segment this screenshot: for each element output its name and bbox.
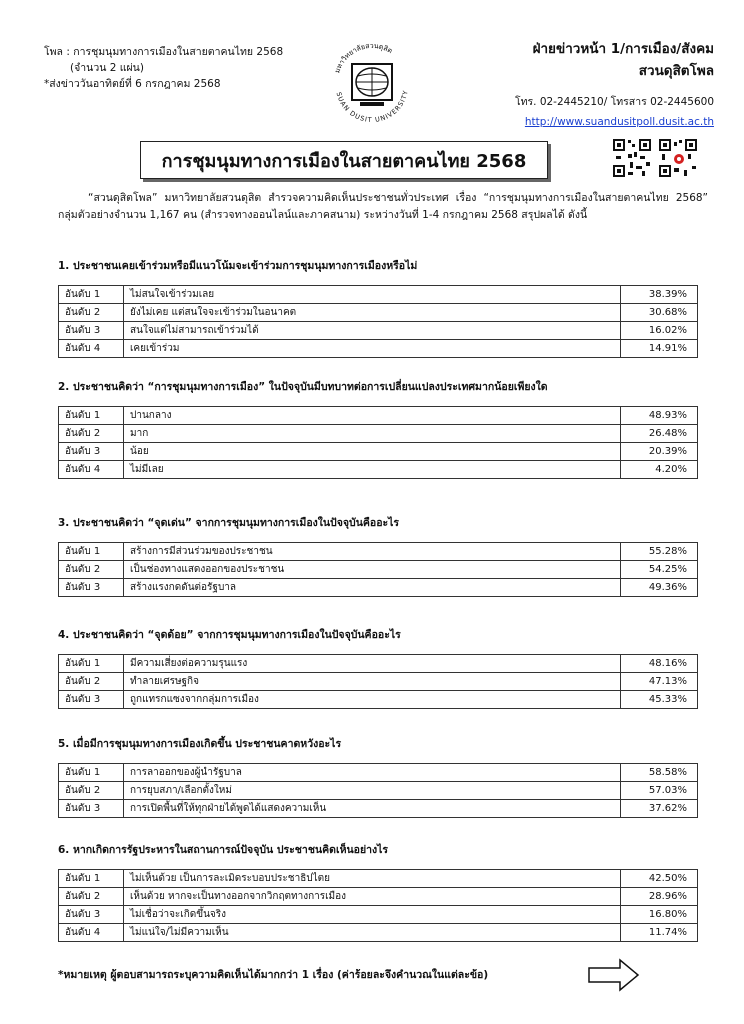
percent-cell: 48.16% <box>621 655 698 673</box>
table-row <box>59 906 698 924</box>
answer-cell: มีความเสี่ยงต่อความรุนแรง <box>124 655 621 673</box>
question-title: 6. หากเกิดการรัฐประหารในสถานการณ์ปัจจุบัน ประชาชนคิดเห็นอย่างไร <box>58 844 389 856</box>
results-table <box>58 285 698 358</box>
percent-cell: 48.93% <box>621 407 698 425</box>
contact-block <box>515 92 714 132</box>
answer-cell: ไม่เห็นด้วย เป็นการละเมิดระบอบประชาธิปไตย <box>124 870 621 888</box>
percent-cell: 57.03% <box>621 782 698 800</box>
table-row <box>59 340 698 358</box>
answer-cell: สนใจแต่ไม่สามารถเข้าร่วมได้ <box>124 322 621 340</box>
percent-cell: 16.02% <box>621 322 698 340</box>
answer-cell: ทำลายเศรษฐกิจ <box>124 673 621 691</box>
table-row <box>59 286 698 304</box>
rank-cell: อันดับ 4 <box>59 461 124 479</box>
rank-cell: อันดับ 2 <box>59 425 124 443</box>
results-table <box>58 654 698 709</box>
answer-cell: เคยเข้าร่วม <box>124 340 621 358</box>
percent-cell: 49.36% <box>621 579 698 597</box>
answer-cell: น้อย <box>124 443 621 461</box>
results-table <box>58 542 698 597</box>
table-row <box>59 425 698 443</box>
rank-cell: อันดับ 2 <box>59 782 124 800</box>
percent-cell: 28.96% <box>621 888 698 906</box>
answer-cell: ไม่สนใจเข้าร่วมเลย <box>124 286 621 304</box>
rank-cell: อันดับ 3 <box>59 906 124 924</box>
page-title: การชุมนุมทางการเมืองในสายตาคนไทย 2568 <box>140 141 548 179</box>
question-title: 4. ประชาชนคิดว่า “จุดด้อย” จากการชุมนุมทางการเมืองในปัจจุบันคืออะไร <box>58 629 401 641</box>
table-row <box>59 888 698 906</box>
rank-cell: อันดับ 1 <box>59 764 124 782</box>
rank-cell: อันดับ 4 <box>59 924 124 942</box>
rank-cell: อันดับ 1 <box>59 407 124 425</box>
percent-cell: 4.20% <box>621 461 698 479</box>
website-link[interactable]: http://www.suandusitpoll.dusit.ac.th <box>524 116 714 128</box>
rank-cell: อันดับ 2 <box>59 304 124 322</box>
percent-cell: 37.62% <box>621 800 698 818</box>
table-row <box>59 407 698 425</box>
svg-text:มหาวิทยาลัยสวนดุสิต: มหาวิทยาลัยสวนดุสิต <box>333 41 394 75</box>
rank-cell: อันดับ 2 <box>59 888 124 906</box>
percent-cell: 55.28% <box>621 543 698 561</box>
rank-cell: อันดับ 1 <box>59 543 124 561</box>
rank-cell: อันดับ 2 <box>59 673 124 691</box>
table-row <box>59 924 698 942</box>
table-row <box>59 543 698 561</box>
results-table <box>58 869 698 942</box>
rank-cell: อันดับ 3 <box>59 579 124 597</box>
answer-cell: สร้างแรงกดดันต่อรัฐบาล <box>124 579 621 597</box>
rank-cell: อันดับ 1 <box>59 655 124 673</box>
table-row <box>59 561 698 579</box>
org-name: สวนดุสิตโพล <box>638 63 714 79</box>
rank-cell: อันดับ 4 <box>59 340 124 358</box>
table-row <box>59 304 698 322</box>
percent-cell: 26.48% <box>621 425 698 443</box>
poll-meta <box>44 44 283 92</box>
answer-cell: เป็นช่องทางแสดงออกของประชาชน <box>124 561 621 579</box>
percent-cell: 45.33% <box>621 691 698 709</box>
next-page-arrow-icon[interactable] <box>588 958 640 992</box>
table-row <box>59 764 698 782</box>
percent-cell: 38.39% <box>621 286 698 304</box>
answer-cell: สร้างการมีส่วนร่วมของประชาชน <box>124 543 621 561</box>
rank-cell: อันดับ 3 <box>59 322 124 340</box>
rank-cell: อันดับ 3 <box>59 691 124 709</box>
answer-cell: การยุบสภา/เลือกตั้งใหม่ <box>124 782 621 800</box>
percent-cell: 42.50% <box>621 870 698 888</box>
percent-cell: 58.58% <box>621 764 698 782</box>
results-table <box>58 763 698 818</box>
table-row <box>59 579 698 597</box>
table-row <box>59 870 698 888</box>
question-title: 3. ประชาชนคิดว่า “จุดเด่น” จากการชุมนุมทางการเมืองในปัจจุบันคืออะไร <box>58 517 400 529</box>
svg-text:SUAN DUSIT UNIVERSITY: SUAN DUSIT UNIVERSITY <box>334 89 410 125</box>
answer-cell: ไม่เชื่อว่าจะเกิดขึ้นจริง <box>124 906 621 924</box>
table-row <box>59 782 698 800</box>
percent-cell: 20.39% <box>621 443 698 461</box>
percent-cell: 47.13% <box>621 673 698 691</box>
question-section <box>58 628 698 709</box>
percent-cell: 30.68% <box>621 304 698 322</box>
table-row <box>59 673 698 691</box>
department: ฝ่ายข่าวหน้า 1/การเมือง/สังคม <box>532 41 714 57</box>
answer-cell: มาก <box>124 425 621 443</box>
percent-cell: 11.74% <box>621 924 698 942</box>
phone: โทร. 02-2445210/ โทรสาร 02-2445600 <box>514 96 714 108</box>
department-block <box>533 38 714 82</box>
table-row <box>59 655 698 673</box>
table-row <box>59 800 698 818</box>
answer-cell: ถูกแทรกแซงจากกลุ่มการเมือง <box>124 691 621 709</box>
answer-cell: การลาออกของผู้นำรัฐบาล <box>124 764 621 782</box>
percent-cell: 54.25% <box>621 561 698 579</box>
footnote: *หมายเหตุ ผู้ตอบสามารถระบุความคิดเห็นได้มากกว่า 1 เรื่อง (ค่าร้อยละจึงคำนวณในแต่ละข้อ) <box>58 969 489 981</box>
answer-cell: ปานกลาง <box>124 407 621 425</box>
release-note: *ส่งข่าววันอาทิตย์ที่ 6 กรกฎาคม 2568 <box>44 78 221 90</box>
answer-cell: ยังไม่เคย แต่สนใจจะเข้าร่วมในอนาคต <box>124 304 621 322</box>
answer-cell: ไม่มีเลย <box>124 461 621 479</box>
rank-cell: อันดับ 1 <box>59 286 124 304</box>
answer-cell: ไม่แน่ใจ/ไม่มีความเห็น <box>124 924 621 942</box>
question-title: 2. ประชาชนคิดว่า “การชุมนุมทางการเมือง” ในปัจจุบันมีบทบาทต่อการเปลี่ยนแปลงประเทศมากน้อยเพียงใด <box>58 381 548 393</box>
table-row <box>59 691 698 709</box>
question-title: 1. ประชาชนเคยเข้าร่วมหรือมีแนวโน้มจะเข้าร่วมการชุมนุมทางการเมืองหรือไม่ <box>58 260 418 272</box>
question-section <box>58 259 698 358</box>
table-row <box>59 443 698 461</box>
intro-paragraph: “สวนดุสิตโพล” มหาวิทยาลัยสวนดุสิต สำรวจความคิดเห็นประชาชนทั่วประเทศ เรื่อง “การชุมนุมทางการเมืองในสายตาคนไทย 2568” กลุ่มตัวอย่างจำนวน 1,167 คน (สำรวจทางออนไลน์และภาคสนาม) ระหว่างวันที่ 1-4 กรกฎาคม 2568 สรุปผลได้ ดังนี้ <box>58 192 708 221</box>
question-section <box>58 516 698 597</box>
table-row <box>59 322 698 340</box>
answer-cell: การเปิดพื้นที่ให้ทุกฝ่ายได้พูดได้แสดงความเห็น <box>124 800 621 818</box>
rank-cell: อันดับ 3 <box>59 443 124 461</box>
question-section <box>58 737 698 818</box>
rank-cell: อันดับ 1 <box>59 870 124 888</box>
rank-cell: อันดับ 3 <box>59 800 124 818</box>
question-section <box>58 380 698 479</box>
rank-cell: อันดับ 2 <box>59 561 124 579</box>
university-logo <box>326 36 418 128</box>
question-title: 5. เมื่อมีการชุมนุมทางการเมืองเกิดขึ้น ประชาชนคาดหวังอะไร <box>58 738 342 750</box>
percent-cell: 16.80% <box>621 906 698 924</box>
sheet-count: (จำนวน 2 แผ่น) <box>70 62 144 74</box>
answer-cell: เห็นด้วย หากจะเป็นทางออกจากวิกฤตทางการเมือง <box>124 888 621 906</box>
percent-cell: 14.91% <box>621 340 698 358</box>
poll-line: โพล : การชุมนุมทางการเมืองในสายตาคนไทย 2568 <box>44 46 284 58</box>
question-section <box>58 843 698 942</box>
table-row <box>59 461 698 479</box>
qr-code-icon[interactable] <box>658 138 698 178</box>
results-table <box>58 406 698 479</box>
qr-code-icon[interactable] <box>612 138 652 178</box>
